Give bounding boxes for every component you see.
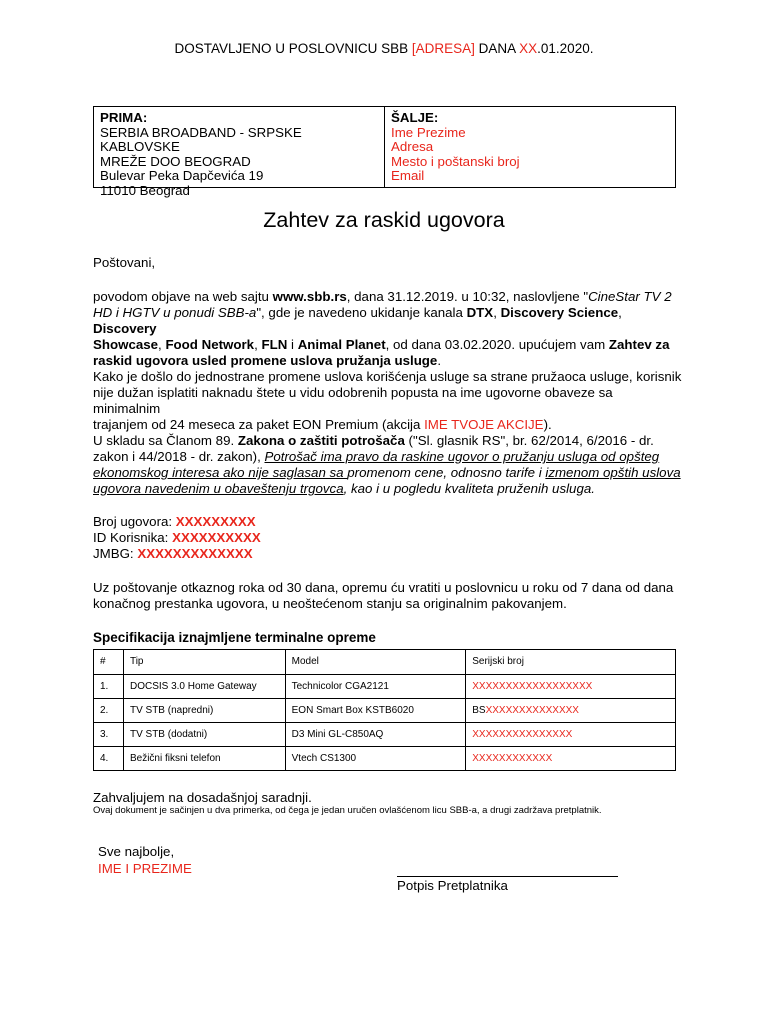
recipient-line: Bulevar Peka Dapčevića 19: [100, 168, 264, 183]
day-placeholder: XX: [519, 41, 538, 56]
document-title: Zahtev za raskid ugovora: [263, 208, 505, 232]
table-row: 3. TV STB (dodatni) D3 Mini GL-C850AQ XXXXXXXXXXXXXXX: [94, 723, 676, 747]
signature-line: [397, 876, 618, 877]
sender-line: Mesto i poštanski broj: [391, 153, 520, 169]
column-header: Model: [285, 650, 466, 675]
delivery-header: DOSTAVLJENO U POSLOVNICU SBB [ADRESA] DANA XX.01.2020.: [174, 41, 594, 56]
table-row: 1. DOCSIS 3.0 Home Gateway Technicolor CGA2121 XXXXXXXXXXXXXXXXXX: [94, 675, 676, 699]
recipient-block: [94, 107, 385, 198]
sender-line: Ime Prezime: [391, 124, 466, 140]
thanks-line: Zahvaljujem na dosadašnjoj saradnji.: [93, 790, 312, 805]
recipient-line: MREŽE DOO BEOGRAD: [100, 153, 251, 169]
column-header: #: [94, 650, 124, 675]
table-row: 4. Bežični fiksni telefon Vtech CS1300 XXXXXXXXXXXX: [94, 747, 676, 771]
address-table: [93, 106, 676, 198]
signature-label: Potpis Pretplatnika: [397, 878, 508, 893]
identifiers-block: [93, 514, 683, 562]
recipient-line: SERBIA BROADBAND - SRPSKE KABLOVSKE: [100, 124, 302, 154]
paragraph-equipment-return: Uz poštovanje otkaznog roka od 30 dana, opremu ću vratiti u poslovnicu u roku od 7 dana od dana konačnog prestanka ugovora, u neoštećenom stanju sa originalnim pakovanjem.: [93, 580, 674, 611]
table-header-row: [94, 650, 676, 675]
promo-placeholder: IME TVOJE AKCIJE: [424, 417, 544, 432]
greeting: Poštovani,: [93, 255, 156, 270]
jmbg-line: JMBG: XXXXXXXXXXXXX: [93, 546, 253, 561]
contract-number-line: Broj ugovora: XXXXXXXXX: [93, 514, 256, 529]
recipient-heading: PRIMA:: [100, 110, 148, 125]
sender-line: Email: [391, 168, 425, 183]
regards-line: Sve najbolje,: [98, 844, 175, 859]
spec-heading: Specifikacija iznajmljene terminalne opreme: [93, 630, 376, 645]
customer-id-line: ID Korisnika: XXXXXXXXXX: [93, 530, 261, 545]
recipient-line: 11010 Beograd: [100, 182, 190, 198]
table-row: 2. TV STB (napredni) EON Smart Box KSTB6020 BSXXXXXXXXXXXXXX: [94, 699, 676, 723]
sender-block: [385, 107, 675, 187]
subscriber-name-placeholder: IME I PREZIME: [98, 861, 192, 876]
copies-note: Ovaj dokument je sačinjen u dva primerka, od čega je jedan uručen ovlašćenom licu SBB-a, a drugi zadržava pretplatnik.: [93, 805, 602, 816]
paragraph-legal-basis: U skladu sa Članom 89. Zakona o zaštiti potrošača ("Sl. glasnik RS", br. 62/2014, 6/2016 - dr. zakon i 44/2018 - dr. zakon), Potrošač ima pravo da raskine ugovor o pružanju usluga od opšteg ekonomskog interesa ako nije saglasan sa promenom cene, odnosno tarife i izmenom opštih uslova ugovora navedenim u obaveštenju trgovca, kao i u pogledu kvaliteta pruženih usluga.: [93, 433, 681, 496]
sender-heading: ŠALJE:: [391, 110, 439, 125]
column-header: Serijski broj: [466, 650, 676, 675]
paragraph-no-compensation: Kako je došlo do jednostrane promene uslova korišćenja usluge sa strane pružaoca usluge, korisnik nije dužan isplatiti naknadu štete u vidu odobrenih popusta na ime ugovorne obaveze sa minimalnim trajanjem od 24 meseca za paket EON Premium (akcija IME TVOJE AKCIJE).: [93, 369, 682, 432]
column-header: Tip: [123, 650, 285, 675]
equipment-table: [93, 649, 676, 771]
paragraph-announcement: povodom objave na web sajtu www.sbb.rs, dana 31.12.2019. u 10:32, naslovljene "CineStar TV 2 HD i HGTV u ponudi SBB-a", gde je navedeno ukidanje kanala DTX, Discovery Science, Discovery Showcase, Food Network, FLN i Animal Planet, od dana 03.02.2020. upućujem vam Zahtev za raskid ugovora usled promene uslova pružanja usluge.: [93, 289, 672, 368]
address-placeholder: [ADRESA]: [411, 41, 475, 56]
sender-line: Adresa: [391, 139, 434, 154]
